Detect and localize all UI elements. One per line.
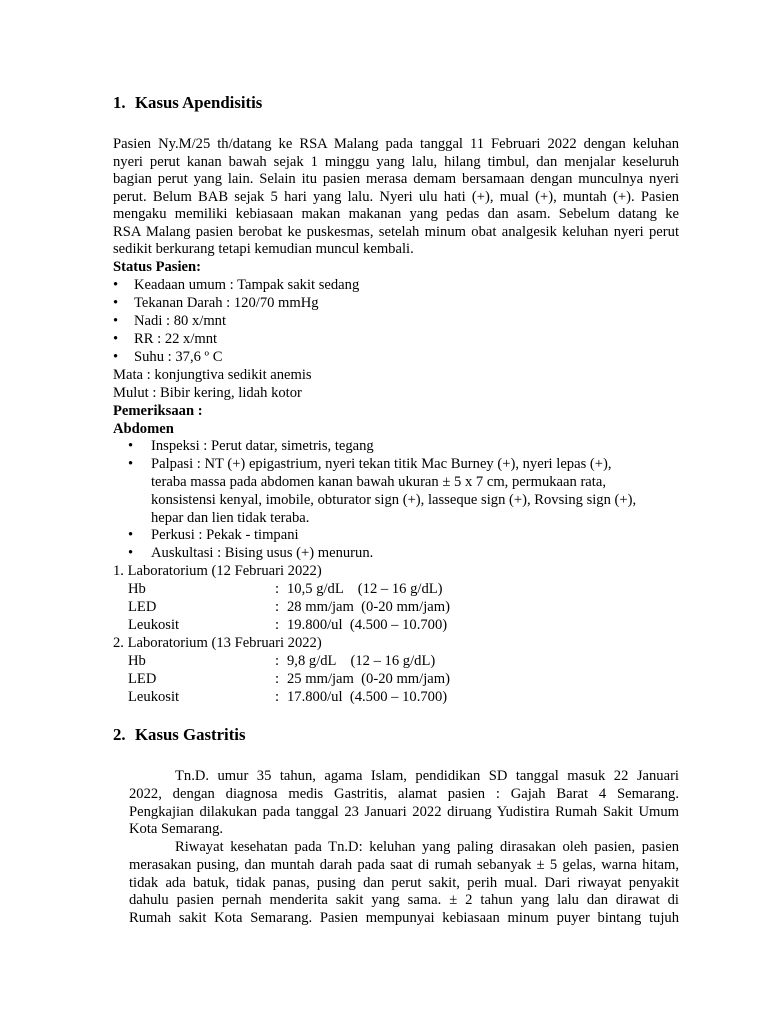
section-2-title: Kasus Gastritis bbox=[135, 725, 246, 744]
para-line: Rumah sakit Kota Semarang. Pasien mempunyai kebiasaan minum puyer bintang tujuh bbox=[129, 910, 679, 927]
intro-line: Pasien Ny.M/25 th/datang ke RSA Malang pada tanggal 11 Februari 2022 dengan keluhan bbox=[113, 136, 679, 152]
intro-line: bagian perut yang lain. Selain itu pasien merasa demam bersamaan dengan munculnya nyeri bbox=[113, 171, 679, 187]
intro-line: nyeri perut kanan bawah sejak 1 minggu yang lalu, hilang timbul, dan menjalar keseluruh bbox=[113, 153, 679, 170]
lab-title: 1. Laboratorium (12 Februari 2022) bbox=[113, 563, 322, 579]
bullet-icon: • bbox=[113, 331, 119, 347]
intro-line: mengaku memiliki kebiasaan makan makanan yang pedas dan asam. Sebelum datang ke bbox=[113, 206, 679, 222]
bullet-icon: • bbox=[128, 527, 134, 543]
bullet-icon: • bbox=[128, 438, 134, 454]
section-2-heading bbox=[113, 726, 246, 744]
section-1-heading bbox=[113, 94, 262, 112]
para-line: Kota Semarang. bbox=[129, 821, 224, 838]
section-1-number: 1. bbox=[113, 93, 126, 112]
para-line: dahulu pasien pernah menderita sakit yang sama. ± 2 tahun yang lalu dan dirawat di bbox=[129, 892, 679, 909]
para-line: Riwayat kesehatan pada Tn.D: keluhan yang paling dirasakan oleh pasien, pasien bbox=[175, 839, 679, 855]
pemeriksaan-heading: Pemeriksaan : bbox=[113, 403, 203, 419]
mata-text: Mata : konjungtiva sedikit anemis bbox=[113, 367, 312, 383]
mulut-text: Mulut : Bibir kering, lidah kotor bbox=[113, 385, 302, 401]
abdomen-heading: Abdomen bbox=[113, 421, 174, 437]
para-line: 2022, dengan diagnosa medis Gastritis, alamat pasien : Gajah Barat 4 Semarang. bbox=[129, 785, 679, 802]
bullet-icon: • bbox=[113, 295, 119, 311]
status-heading: Status Pasien: bbox=[113, 259, 201, 275]
para-line: Pengkajian dilakukan pada tanggal 23 Januari 2022 diruang Yudistira Rumah Sakit Umum bbox=[129, 803, 679, 820]
para-line: merasakan pusing, dan muntah darah pada saat di rumah sebanyak ± 5 gelas, warna hitam, bbox=[129, 856, 679, 873]
bullet-icon: • bbox=[128, 456, 134, 472]
bullet-icon: • bbox=[113, 277, 119, 293]
bullet-icon: • bbox=[128, 545, 134, 561]
section-2-number: 2. bbox=[113, 725, 126, 744]
intro-line: perut. Belum BAB sejak 5 hari yang lalu. Nyeri ulu hati (+), mual (+), muntah (+). Pasien bbox=[113, 188, 679, 205]
para-line: Tn.D. umur 35 tahun, agama Islam, pendidikan SD tanggal masuk 22 Januari bbox=[175, 768, 679, 784]
intro-line: RSA Malang pasien berobat ke puskesmas, setelah minum obat analgesik keluhan nyeri perut bbox=[113, 223, 679, 240]
intro-line: sedikit berkurang tetapi kemudian muncul kembali. bbox=[113, 241, 414, 257]
section-1-title: Kasus Apendisitis bbox=[135, 93, 263, 112]
para-line: tidak ada batuk, tidak panas, pusing dan perut sakit, perih mual. Dari riwayat penyakit bbox=[129, 874, 679, 891]
lab-title: 2. Laboratorium (13 Februari 2022) bbox=[113, 635, 322, 651]
bullet-icon: • bbox=[113, 349, 119, 365]
bullet-icon: • bbox=[113, 313, 119, 329]
